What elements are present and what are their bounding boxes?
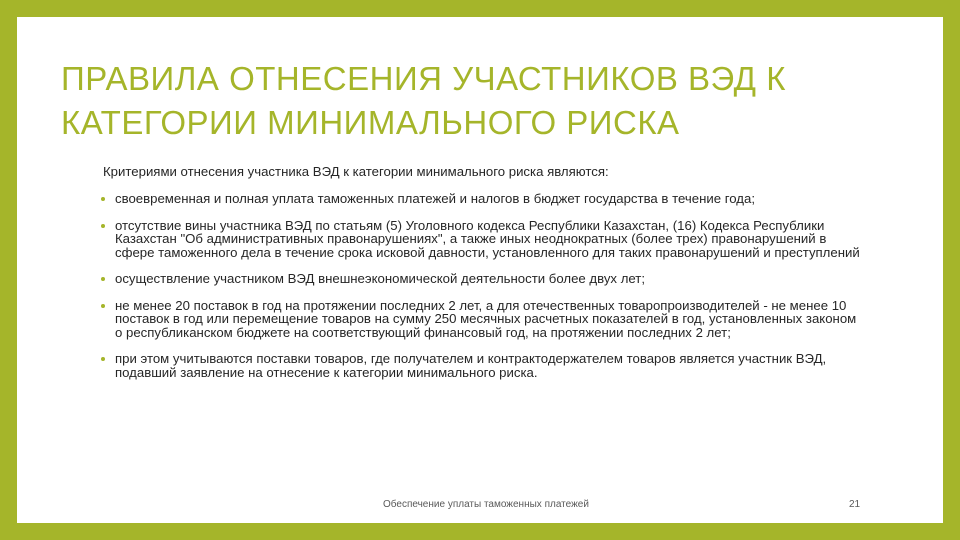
list-item-text: при этом учитываются поставки товаров, где получателем и контрактодержателем товаров является участник ВЭД, подавший заявление на отнесение к категории минимального риска. — [115, 351, 827, 380]
bullet-icon — [101, 197, 105, 201]
list-item — [105, 352, 865, 379]
criteria-list — [105, 192, 865, 392]
intro-text: Критериями отнесения участника ВЭД к категории минимального риска являются: — [103, 164, 609, 179]
bullet-icon — [101, 357, 105, 361]
list-item — [105, 272, 865, 286]
slide-title: ПРАВИЛА ОТНЕСЕНИЯ УЧАСТНИКОВ ВЭД К КАТЕГОРИИ МИНИМАЛЬНОГО РИСКА — [61, 60, 786, 141]
list-item — [105, 219, 865, 260]
list-item — [105, 192, 865, 206]
list-item — [105, 299, 865, 340]
list-item-text: своевременная и полная уплата таможенных платежей и налогов в бюджет государства в течение года; — [115, 191, 755, 206]
list-item-text: осуществление участником ВЭД внешнеэкономической деятельности более двух лет; — [115, 271, 645, 286]
slide-footer: Обеспечение уплаты таможенных платежей — [383, 499, 589, 510]
bullet-icon — [101, 224, 105, 228]
page-number: 21 — [849, 499, 861, 510]
bullet-icon — [101, 304, 105, 308]
list-item-text: отсутствие вины участника ВЭД по статьям (5) Уголовного кодекса Республики Казахстан, (16) Кодекса Республики Казахстан "Об административных правонарушениях", а также иных неоднократных (более трех) правонарушений в сфере таможенного дела в течение срока исковой давности, установленного для таких правонарушений и преступлений — [115, 217, 860, 260]
list-item-text: не менее 20 поставок в год на протяжении последних 2 лет, а для отечественных товаропроизводителей - не менее 10 поставок в год или перемещение товаров на сумму 250 месячных расчетных показателей в год, установленных законом о республиканском бюджете на соответствующий финансовый год, на протяжении последних 2 лет; — [115, 297, 857, 340]
bullet-icon — [101, 277, 105, 281]
slide — [17, 17, 943, 523]
